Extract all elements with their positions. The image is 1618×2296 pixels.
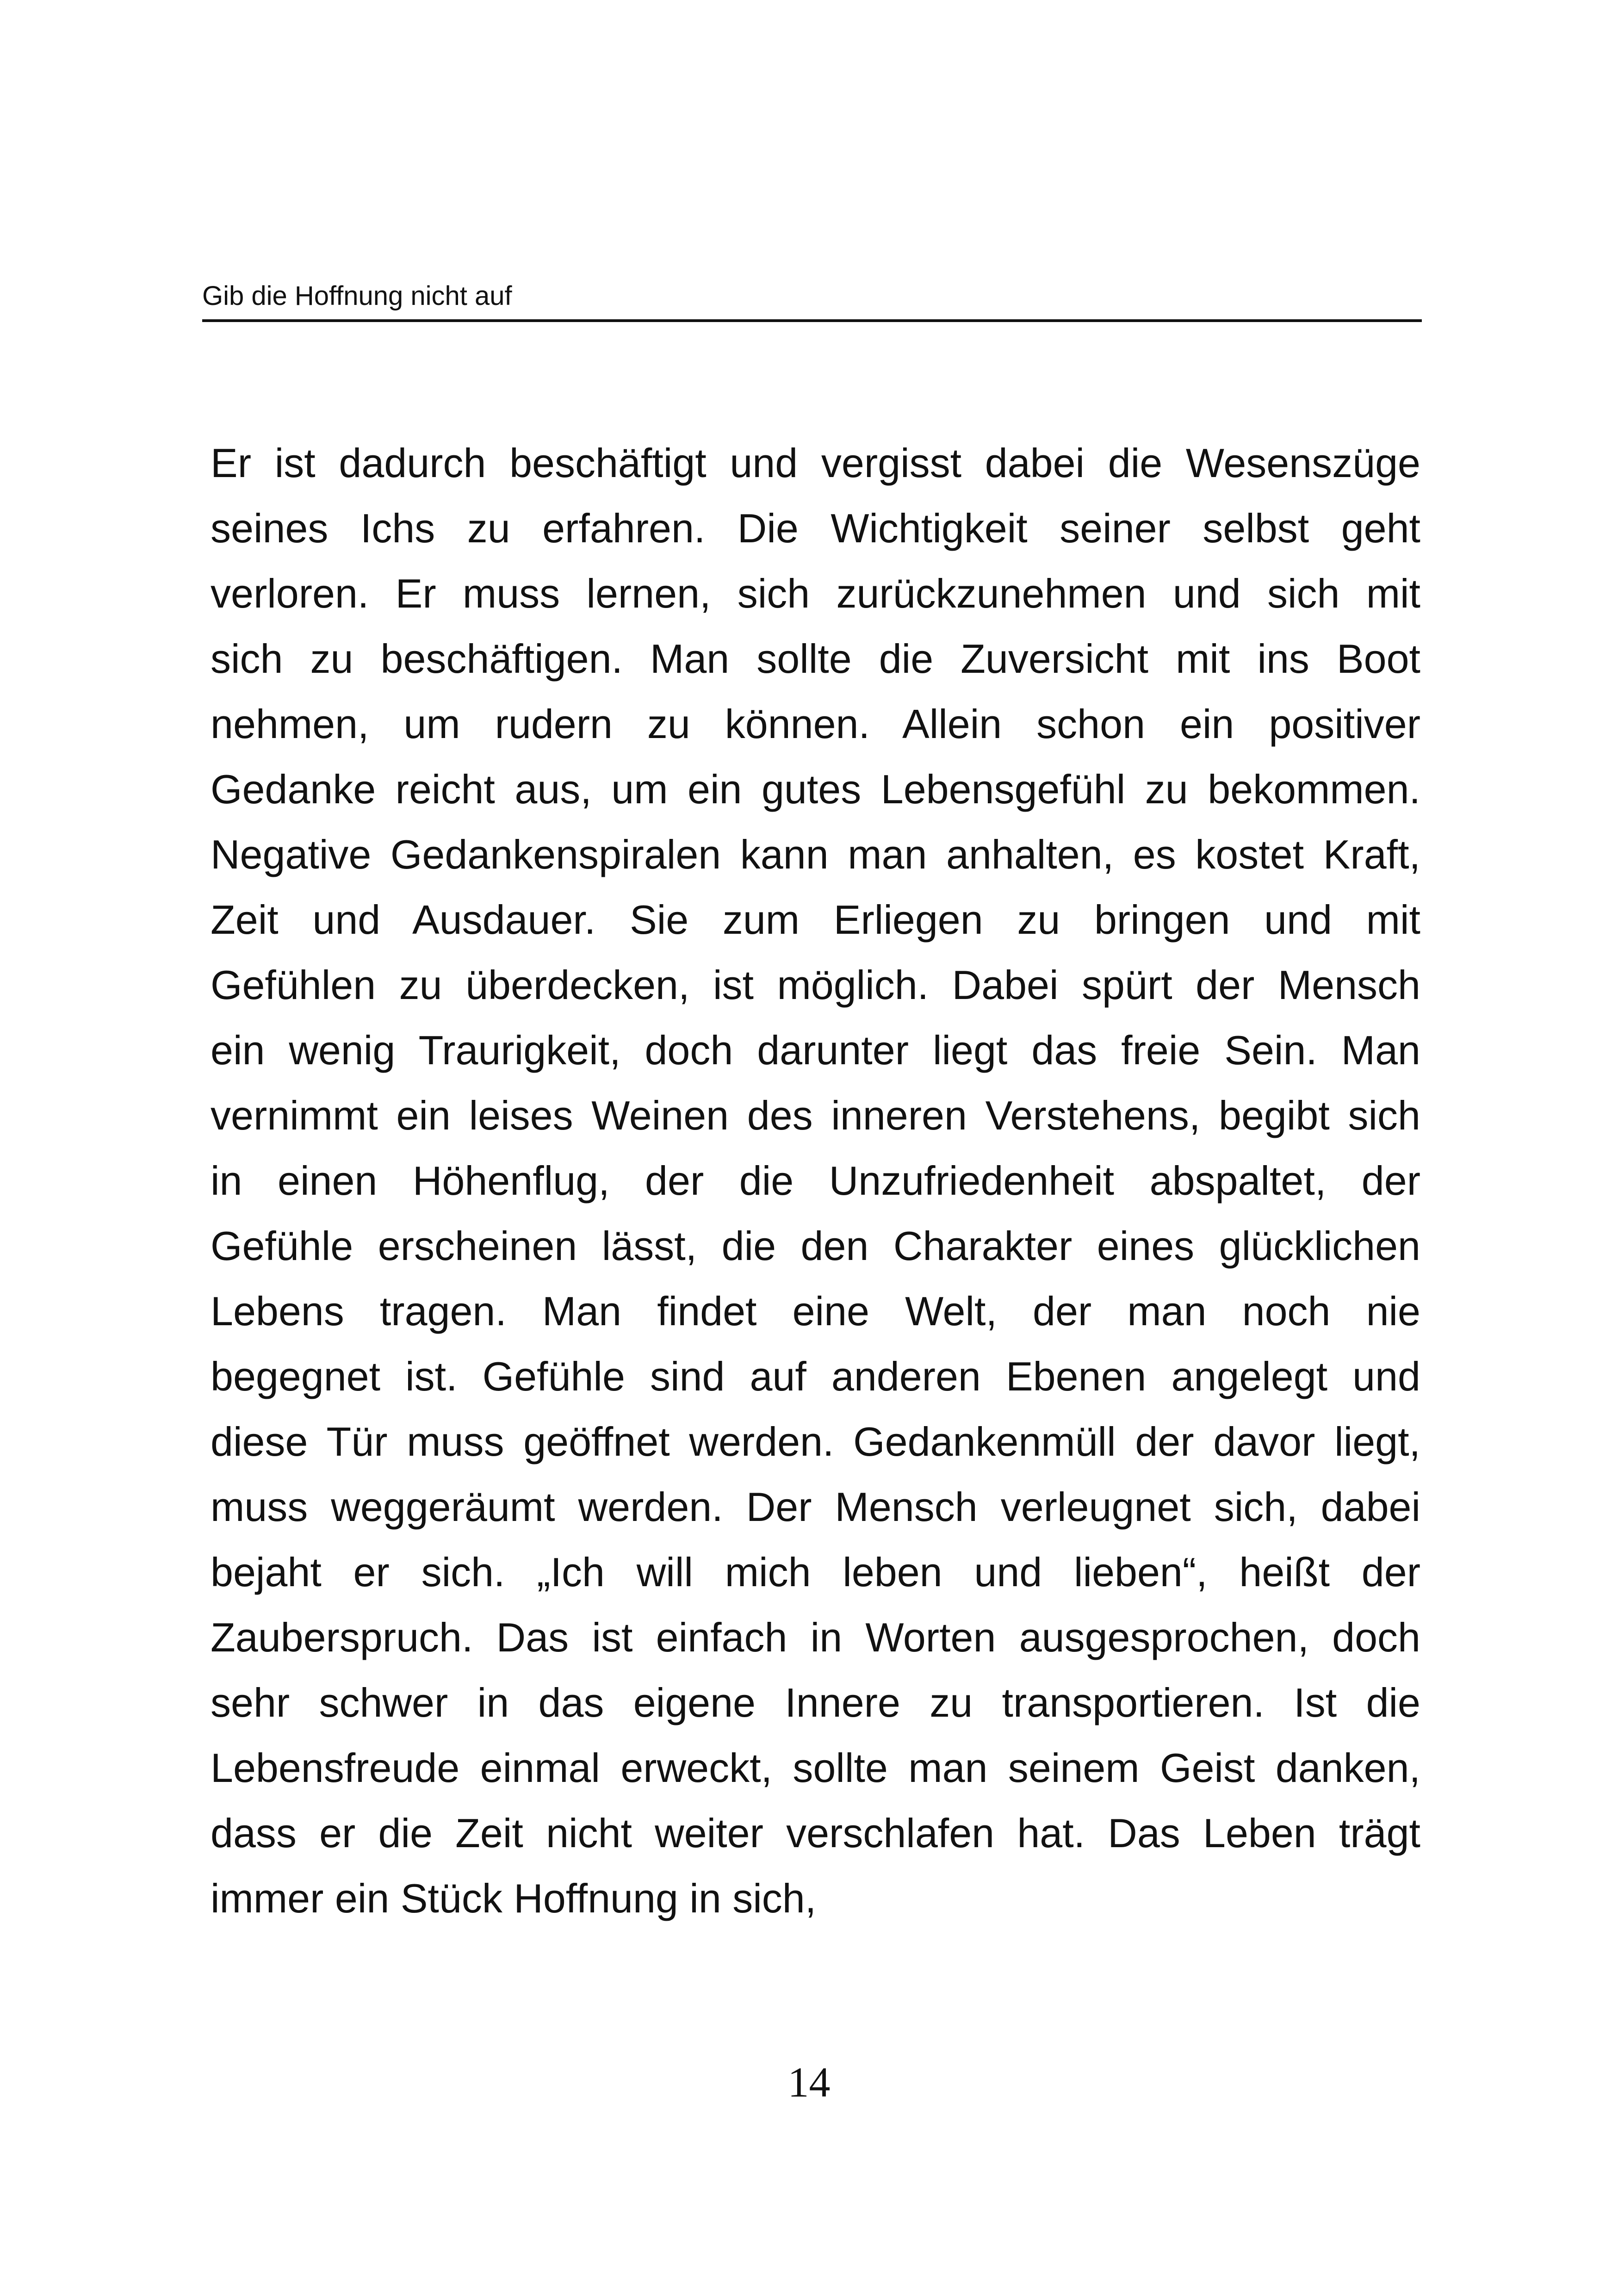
- text-line: Lebens tragen. Man findet eine Welt, der man noch nie: [211, 1288, 1420, 1334]
- header-rule: [202, 319, 1422, 322]
- text-line: Lebensfreude einmal erweckt, sollte man seinem Geist danken,: [211, 1745, 1420, 1791]
- text-line: Zeit und Ausdauer. Sie zum Erliegen zu bringen und mit: [211, 897, 1420, 943]
- text-line: muss weggeräumt werden. Der Mensch verleugnet sich, dabei: [211, 1484, 1420, 1530]
- text-line: nehmen, um rudern zu können. Allein schon ein positiver: [211, 701, 1420, 747]
- text-line-last: immer ein Stück Hoffnung in sich,: [211, 1875, 817, 1921]
- text-line: ein wenig Traurigkeit, doch darunter liegt das freie Sein. Man: [211, 1027, 1420, 1073]
- text-line: dass er die Zeit nicht weiter verschlafen hat. Das Leben trägt: [211, 1810, 1420, 1856]
- body-paragraph: [211, 430, 1420, 1931]
- text-line: seines Ichs zu erfahren. Die Wichtigkeit seiner selbst geht: [211, 505, 1420, 551]
- text-line: bejaht er sich. „Ich will mich leben und lieben“, heißt der: [211, 1549, 1420, 1595]
- text-line: Negative Gedankenspiralen kann man anhalten, es kostet Kraft,: [211, 832, 1420, 877]
- page-number: 14: [787, 2059, 831, 2106]
- running-header: Gib die Hoffnung nicht auf: [202, 281, 512, 311]
- text-line: sich zu beschäftigen. Man sollte die Zuversicht mit ins Boot: [211, 636, 1420, 682]
- text-line: diese Tür muss geöffnet werden. Gedankenmüll der davor liegt,: [211, 1419, 1420, 1464]
- text-line: in einen Höhenflug, der die Unzufriedenheit abspaltet, der: [211, 1158, 1420, 1204]
- text-line: begegnet ist. Gefühle sind auf anderen Ebenen angelegt und: [211, 1353, 1420, 1399]
- text-line: Gefühlen zu überdecken, ist möglich. Dabei spürt der Mensch: [211, 962, 1420, 1008]
- text-line: sehr schwer in das eigene Innere zu transportieren. Ist die: [211, 1680, 1420, 1725]
- text-line: Zauberspruch. Das ist einfach in Worten ausgesprochen, doch: [211, 1614, 1420, 1660]
- text-line: vernimmt ein leises Weinen des inneren Verstehens, begibt sich: [211, 1092, 1420, 1138]
- text-line: Gefühle erscheinen lässt, die den Charakter eines glücklichen: [211, 1223, 1420, 1269]
- text-line: Gedanke reicht aus, um ein gutes Lebensgefühl zu bekommen.: [211, 766, 1420, 812]
- text-line: Er ist dadurch beschäftigt und vergisst dabei die Wesenszüge: [211, 440, 1420, 486]
- text-line: verloren. Er muss lernen, sich zurückzunehmen und sich mit: [211, 571, 1420, 616]
